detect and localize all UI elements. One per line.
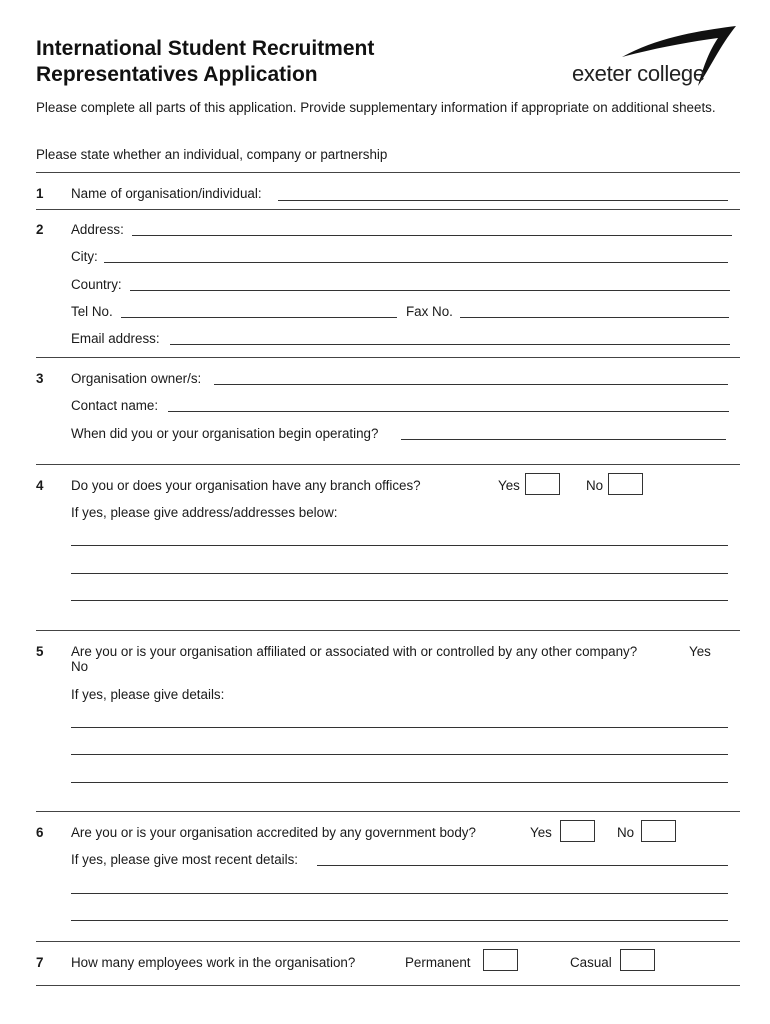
affiliation-yes-label: Yes: [689, 644, 711, 659]
address-label: Address:: [71, 222, 124, 237]
affiliation-question: Are you or is your organisation affiliated or associated with or controlled by any other company?: [71, 644, 638, 659]
accreditation-yes-label: Yes: [530, 825, 552, 840]
owners-field[interactable]: [214, 384, 728, 385]
permanent-label: Permanent: [405, 955, 471, 970]
section-divider: [36, 357, 740, 358]
question-number-3: 3: [36, 371, 44, 386]
email-label: Email address:: [71, 331, 160, 346]
affiliation-details-line-1[interactable]: [71, 727, 728, 728]
question-number-1: 1: [36, 186, 44, 201]
question-number-4: 4: [36, 478, 44, 493]
owners-label: Organisation owner/s:: [71, 371, 202, 386]
question-number-6: 6: [36, 825, 44, 840]
country-field[interactable]: [130, 290, 730, 291]
branch-yes-checkbox[interactable]: [525, 473, 560, 495]
permanent-count-box[interactable]: [483, 949, 518, 971]
section-divider: [36, 811, 740, 812]
accreditation-details-prompt: If yes, please give most recent details:: [71, 852, 299, 867]
tel-label: Tel No.: [71, 304, 113, 319]
affiliation-details-line-3[interactable]: [71, 782, 728, 783]
instructions-text: Please complete all parts of this application. Provide supplementary information if appropriate on additional sheets.: [36, 100, 716, 115]
contact-name-label: Contact name:: [71, 398, 159, 413]
accreditation-yes-checkbox[interactable]: [560, 820, 595, 842]
casual-count-box[interactable]: [620, 949, 655, 971]
section-divider: [36, 941, 740, 942]
branch-address-line-1[interactable]: [71, 545, 728, 546]
accreditation-no-label: No: [617, 825, 635, 840]
operating-since-field[interactable]: [401, 439, 726, 440]
question-number-5: 5: [36, 644, 44, 659]
affiliation-details-prompt: If yes, please give details:: [71, 687, 225, 702]
fax-field[interactable]: [460, 317, 729, 318]
operating-since-label: When did you or your organisation begin operating?: [71, 426, 379, 441]
section-divider: [36, 209, 740, 210]
section-divider: [36, 630, 740, 631]
question-number-7: 7: [36, 955, 44, 970]
logo-text: exeter college: [572, 61, 705, 86]
section-divider: [36, 172, 740, 173]
tel-field[interactable]: [121, 317, 397, 318]
college-logo: [560, 24, 740, 90]
accreditation-question: Are you or is your organisation accredited by any government body?: [71, 825, 476, 840]
name-field[interactable]: [278, 200, 728, 201]
city-field[interactable]: [104, 262, 728, 263]
page-title: [36, 36, 374, 88]
employees-question: How many employees work in the organisation?: [71, 955, 356, 970]
branch-offices-question: Do you or does your organisation have any branch offices?: [71, 478, 421, 493]
branch-no-checkbox[interactable]: [608, 473, 643, 495]
title-line-1: International Student Recruitment: [36, 37, 375, 60]
accreditation-no-checkbox[interactable]: [641, 820, 676, 842]
email-field[interactable]: [170, 344, 730, 345]
fax-label: Fax No.: [406, 304, 453, 319]
branch-details-prompt: If yes, please give address/addresses below:: [71, 505, 338, 520]
affiliation-no-label: No: [71, 659, 89, 674]
contact-name-field[interactable]: [168, 411, 729, 412]
accreditation-details-line-2[interactable]: [71, 893, 728, 894]
question-number-2: 2: [36, 222, 44, 237]
casual-label: Casual: [570, 955, 612, 970]
section-divider: [36, 985, 740, 986]
affiliation-details-line-2[interactable]: [71, 754, 728, 755]
title-line-2: Representatives Application: [36, 63, 318, 86]
section-divider: [36, 464, 740, 465]
accreditation-details-line-1[interactable]: [317, 865, 728, 866]
branch-yes-label: Yes: [498, 478, 520, 493]
country-label: Country:: [71, 277, 122, 292]
branch-address-line-3[interactable]: [71, 600, 728, 601]
accreditation-details-line-3[interactable]: [71, 920, 728, 921]
branch-address-line-2[interactable]: [71, 573, 728, 574]
name-label: Name of organisation/individual:: [71, 186, 262, 201]
branch-no-label: No: [586, 478, 604, 493]
entity-type-prompt: Please state whether an individual, company or partnership: [36, 147, 388, 162]
city-label: City:: [71, 249, 98, 264]
address-field[interactable]: [132, 235, 732, 236]
